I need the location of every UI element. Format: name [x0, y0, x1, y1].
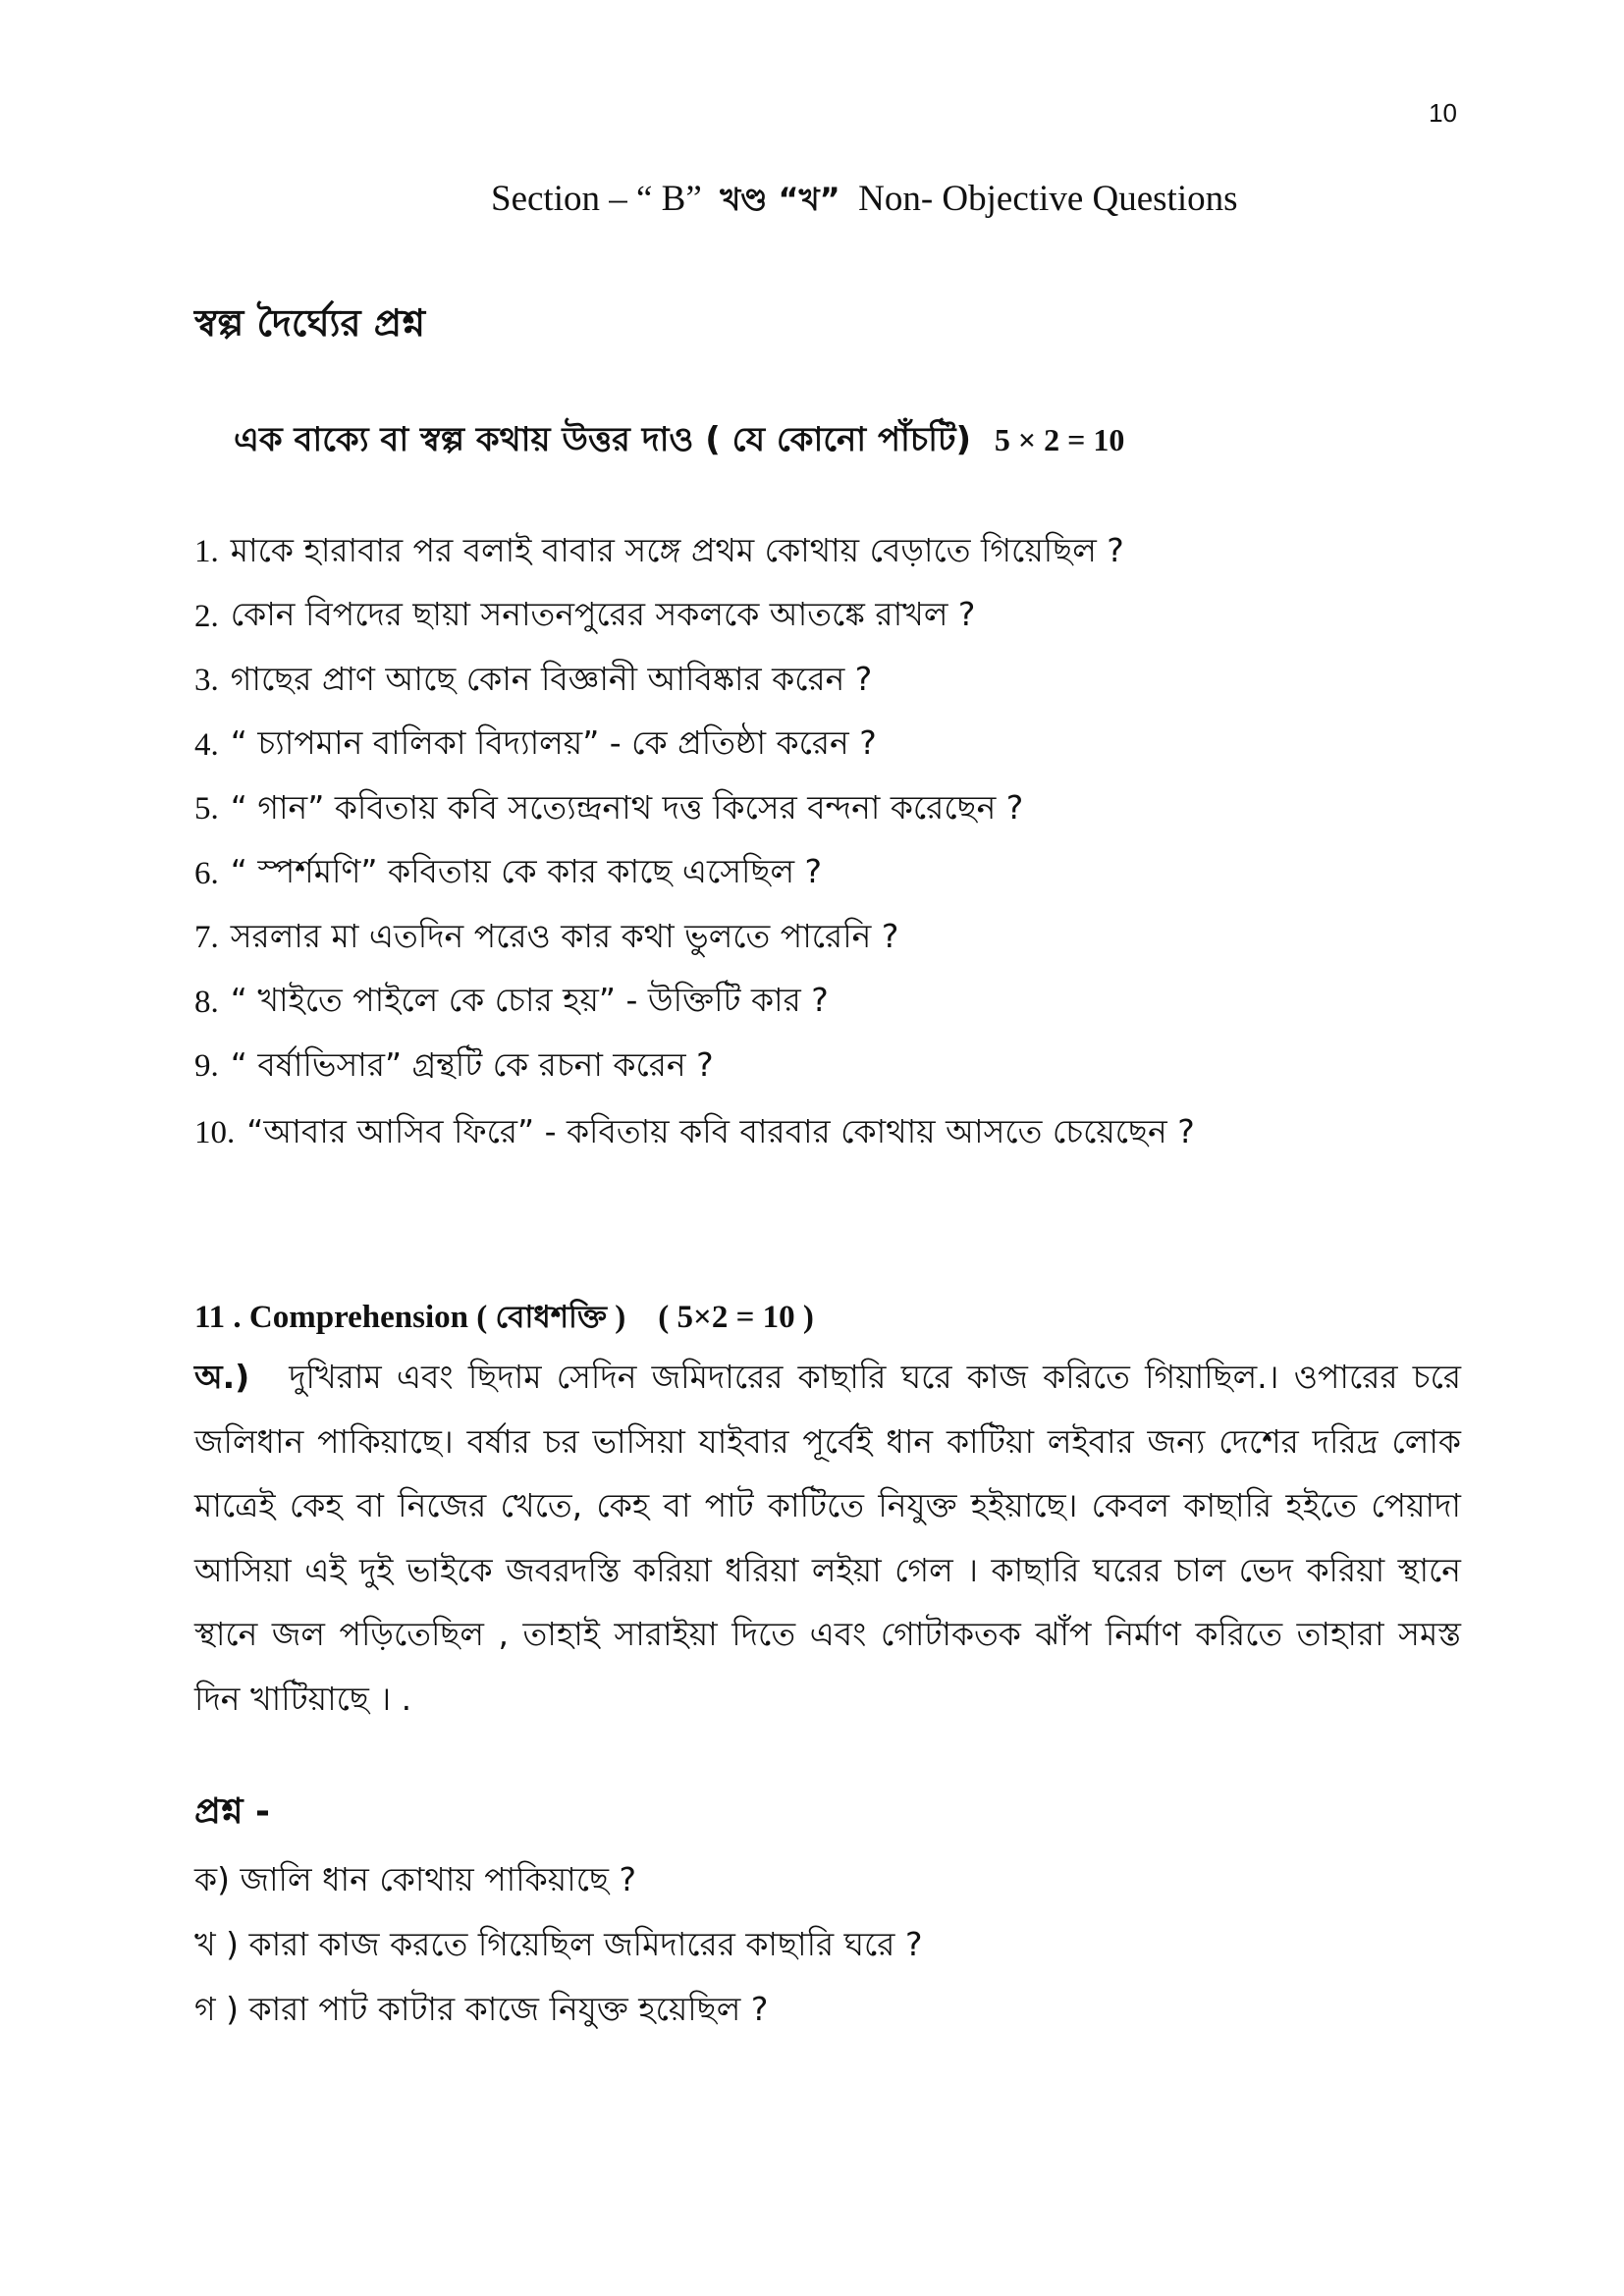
comprehension-label: 11 . Comprehension (	[194, 1300, 488, 1335]
section-label-bengali: খণ্ড “খ”	[720, 181, 840, 218]
question-item	[194, 714, 1461, 778]
section-label-english: Section – “ B”	[491, 179, 702, 219]
question-text: মাকে হারাবার পর বলাই বাবার সঙ্গে প্রথম কোথায় বেড়াতে গিয়েছিল ?	[230, 530, 1124, 569]
question-item	[194, 906, 1461, 971]
question-number: 3.	[194, 663, 219, 699]
questions-label: প্রশ্ন -	[194, 1791, 271, 1832]
question-number: 10.	[194, 1114, 236, 1150]
question-text: গাছের প্রাণ আছে কোন বিজ্ঞানী আবিষ্কার করেন ?	[230, 659, 873, 698]
question-text: সরলার মা এতদিন পরেও কার কথা ভুলতে পারেনি ?	[230, 916, 899, 955]
instruction-marks: 5 × 2 = 10	[994, 422, 1125, 457]
question-text: “ চ্যাপমান বালিকা বিদ্যালয়” - কে প্রতিষ্ঠা করেন ?	[230, 723, 877, 763]
comprehension-question: গ ) কারা পাট কাটার কাজে নিযুক্ত হয়েছিল ?	[194, 1990, 769, 2028]
passage-label: অ.)	[194, 1358, 250, 1396]
question-number: 2.	[194, 598, 219, 634]
question-number: 4.	[194, 726, 219, 763]
comprehension-label-bengali: বোধশক্তি	[495, 1300, 608, 1335]
question-text: “ গান” কবিতায় কবি সত্যেন্দ্রনাথ দত্ত কিসের বন্দনা করেছেন ?	[230, 787, 1024, 827]
question-number: 7.	[194, 920, 219, 956]
comprehension-question: ক) জালি ধান কোথায় পাকিয়াছে ?	[194, 1860, 637, 1898]
question-text: “ খাইতে পাইলে কে চোর হয়” - উক্তিটি কার ?	[230, 981, 829, 1020]
section-type: Non- Objective Questions	[858, 179, 1238, 219]
page-number: 10	[1429, 98, 1457, 128]
question-number: 9.	[194, 1048, 219, 1085]
comprehension-question: খ ) কারা কাজ করতে গিয়েছিল জমিদারের কাছারি ঘরে ?	[194, 1925, 923, 1963]
question-number: 8.	[194, 984, 219, 1020]
question-item	[194, 1099, 1461, 1166]
comprehension-heading	[194, 1294, 814, 1345]
comprehension-question-list	[194, 1849, 922, 2044]
section-header	[491, 175, 1238, 228]
question-item	[194, 585, 1461, 650]
question-text: “আবার আসিব ফিরে” - কবিতায় কবি বারবার কোথায় আসতে চেয়েছেন ?	[246, 1111, 1195, 1150]
question-text: “ বর্ষাভিসার” গ্রন্থটি কে রচনা করেন ?	[230, 1044, 714, 1084]
comprehension-marks: ( 5×2 = 10 )	[658, 1300, 814, 1335]
question-item	[194, 842, 1461, 907]
instruction-text: এক বাক্যে বা স্বল্প কথায় উত্তর দাও ( যে কোনো পাঁচটি)	[234, 420, 972, 459]
question-item	[194, 777, 1461, 842]
question-list	[194, 520, 1461, 1165]
question-item	[194, 971, 1461, 1036]
question-text: “ স্পর্শমণি” কবিতায় কে কার কাছে এসেছিল ?	[230, 852, 823, 891]
question-text: কোন বিপদের ছায়া সনাতনপুরের সকলকে আতঙ্কে রাখল ?	[230, 595, 976, 634]
instruction-line	[234, 414, 1124, 470]
question-item	[194, 649, 1461, 714]
comprehension-passage	[194, 1345, 1461, 1731]
question-number: 5.	[194, 791, 219, 828]
passage-text: দুখিরাম এবং ছিদাম সেদিন জমিদারের কাছারি ঘরে কাজ করিতে গিয়াছিল.। ওপারের চরে জলিধান পাকিয়াছে। বর্ষার চর ভাসিয়া যাইবার পূর্বেই ধান কাটিয়া লইবার জন্য দেশের দরিদ্র লোক মাত্রেই কেহ বা নিজের খেতে, কেহ বা পাট কাটিতে নিযুক্ত হইয়াছে। কেবল কাছারি হইতে পেয়াদা আসিয়া এই দুই ভাইকে জবরদস্তি করিয়া ধরিয়া লইয়া গেল । কাছারি ঘরের চাল ভেদ করিয়া স্থানে স্থানে জল পড়িতেছিল , তাহাই সারাইয়া দিতে এবং গোটাকতক ঝাঁপ নির্মাণ করিতে তাহারা সমস্ত দিন খাটিয়াছে । .	[194, 1358, 1461, 1718]
comprehension-close: )	[615, 1300, 626, 1335]
question-item	[194, 1035, 1461, 1099]
short-question-title: স্বল্প দৈর্ঘ্যের প্রশ্ন	[194, 301, 425, 345]
question-number: 6.	[194, 855, 219, 891]
question-number: 1.	[194, 534, 219, 570]
question-item	[194, 520, 1461, 585]
